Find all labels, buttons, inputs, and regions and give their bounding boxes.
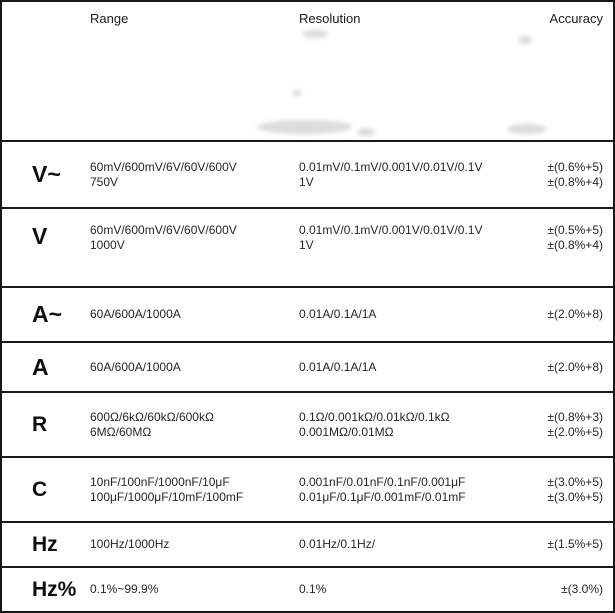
- resolution-cell: [299, 223, 511, 253]
- accuracy-cell: [511, 160, 613, 190]
- symbol-text: V: [32, 223, 48, 249]
- col-header-range: Range: [90, 11, 129, 26]
- row-voltage-dc: [2, 207, 613, 286]
- range-line: 1000V: [90, 238, 125, 252]
- symbol-text: V~: [32, 161, 61, 187]
- accuracy-cell: [511, 223, 613, 253]
- current-ac-symbol: [2, 301, 90, 328]
- duty-cycle-symbol: [2, 578, 90, 602]
- range-cell: [90, 307, 299, 322]
- resolution-line: 0.01Hz/0.1Hz/: [299, 537, 376, 551]
- accuracy-line: ±(2.0%+8): [547, 307, 603, 321]
- row-duty-cycle: [2, 566, 613, 611]
- accuracy-cell: [511, 307, 613, 322]
- current-dc-symbol: [2, 354, 90, 381]
- row-resistance: [2, 391, 613, 456]
- range-line: 60A/600A/1000A: [90, 307, 181, 321]
- range-line: 0.1%~99.9%: [90, 582, 159, 596]
- resolution-line: 1V: [299, 238, 314, 252]
- col-header-resolution: Resolution: [299, 11, 361, 26]
- smudge-mark: [357, 128, 375, 136]
- accuracy-line: ±(0.8%+4): [547, 174, 603, 189]
- smudge-mark: [302, 30, 328, 38]
- range-line: 60mV/600mV/6V/60V/600V: [90, 223, 237, 237]
- range-line: 60mV/600mV/6V/60V/600V: [90, 159, 237, 174]
- resolution-cell: [299, 307, 511, 322]
- range-cell: [90, 410, 299, 440]
- smudge-mark: [292, 90, 302, 96]
- row-frequency: [2, 521, 613, 566]
- smudge-mark: [257, 120, 352, 134]
- resolution-cell: [299, 582, 511, 597]
- resolution-line: 0.1%: [299, 582, 327, 596]
- accuracy-cell: [511, 537, 613, 552]
- resolution-cell: [299, 537, 511, 552]
- resolution-line: 1V: [299, 174, 314, 189]
- resolution-line: 0.01mV/0.1mV/0.001V/0.01V/0.1V: [299, 223, 483, 237]
- accuracy-line: ±(0.6%+5): [547, 159, 603, 174]
- accuracy-cell: [511, 582, 613, 597]
- smudge-mark: [518, 36, 532, 44]
- range-cell: [90, 582, 299, 597]
- resolution-cell: [299, 360, 511, 375]
- resolution-line: 0.01μF/0.1μF/0.001mF/0.01mF: [299, 489, 466, 504]
- accuracy-line: ±(3.0%+5): [547, 474, 603, 489]
- resolution-cell: [299, 410, 511, 440]
- capacitance-symbol: [2, 478, 90, 502]
- accuracy-line: ±(2.0%+5): [547, 424, 603, 439]
- voltage-ac-symbol: [2, 161, 90, 188]
- resolution-line: 0.01mV/0.1mV/0.001V/0.01V/0.1V: [299, 159, 483, 174]
- resolution-line: 0.001MΩ/0.01MΩ: [299, 424, 394, 439]
- range-line: 600Ω/6kΩ/60kΩ/600kΩ: [90, 409, 214, 424]
- resolution-cell: [299, 475, 511, 505]
- symbol-text: C: [32, 477, 48, 501]
- voltage-dc-symbol: [2, 223, 90, 250]
- range-line: 6MΩ/60MΩ: [90, 424, 152, 439]
- smudge-mark: [507, 124, 547, 134]
- range-cell: [90, 160, 299, 190]
- range-line: 750V: [90, 174, 119, 189]
- accuracy-cell: [511, 360, 613, 375]
- row-current-dc: [2, 341, 613, 391]
- resolution-cell: [299, 160, 511, 190]
- row-voltage-ac: [2, 140, 613, 207]
- symbol-text: A~: [32, 301, 63, 327]
- symbol-text: R: [32, 412, 48, 436]
- range-line: 60A/600A/1000A: [90, 359, 181, 374]
- accuracy-line: ±(0.8%+3): [547, 409, 603, 424]
- resolution-line: 0.01A/0.1A/1A: [299, 359, 377, 374]
- row-current-ac: [2, 286, 613, 341]
- range-line: 100Hz/1000Hz: [90, 537, 170, 551]
- frequency-symbol: [2, 533, 90, 557]
- range-cell: [90, 475, 299, 505]
- resolution-line: 0.01A/0.1A/1A: [299, 307, 377, 321]
- accuracy-line: ±(3.0%+5): [547, 489, 603, 504]
- accuracy-line: ±(1.5%+5): [547, 537, 603, 551]
- range-cell: [90, 360, 299, 375]
- col-header-accuracy: Accuracy: [549, 11, 603, 26]
- symbol-text: Hz: [32, 532, 58, 556]
- resolution-line: 0.001nF/0.01nF/0.1nF/0.001μF: [299, 474, 466, 489]
- resolution-line: 0.1Ω/0.001kΩ/0.01kΩ/0.1kΩ: [299, 409, 450, 424]
- resistance-symbol: [2, 413, 90, 437]
- row-capacitance: [2, 456, 613, 521]
- accuracy-cell: [511, 410, 613, 440]
- accuracy-line: ±(2.0%+8): [547, 359, 603, 374]
- symbol-text: A: [32, 353, 49, 380]
- range-cell: [90, 537, 299, 552]
- accuracy-line: ±(0.5%+5): [547, 223, 603, 237]
- accuracy-line: ±(3.0%): [561, 582, 603, 596]
- symbol-text: Hz%: [32, 577, 77, 601]
- accuracy-cell: [511, 475, 613, 505]
- accuracy-line: ±(0.8%+4): [547, 238, 603, 252]
- range-line: 100μF/1000μF/10mF/100mF: [90, 489, 244, 504]
- range-cell: [90, 223, 299, 253]
- range-line: 10nF/100nF/1000nF/10μF: [90, 474, 230, 489]
